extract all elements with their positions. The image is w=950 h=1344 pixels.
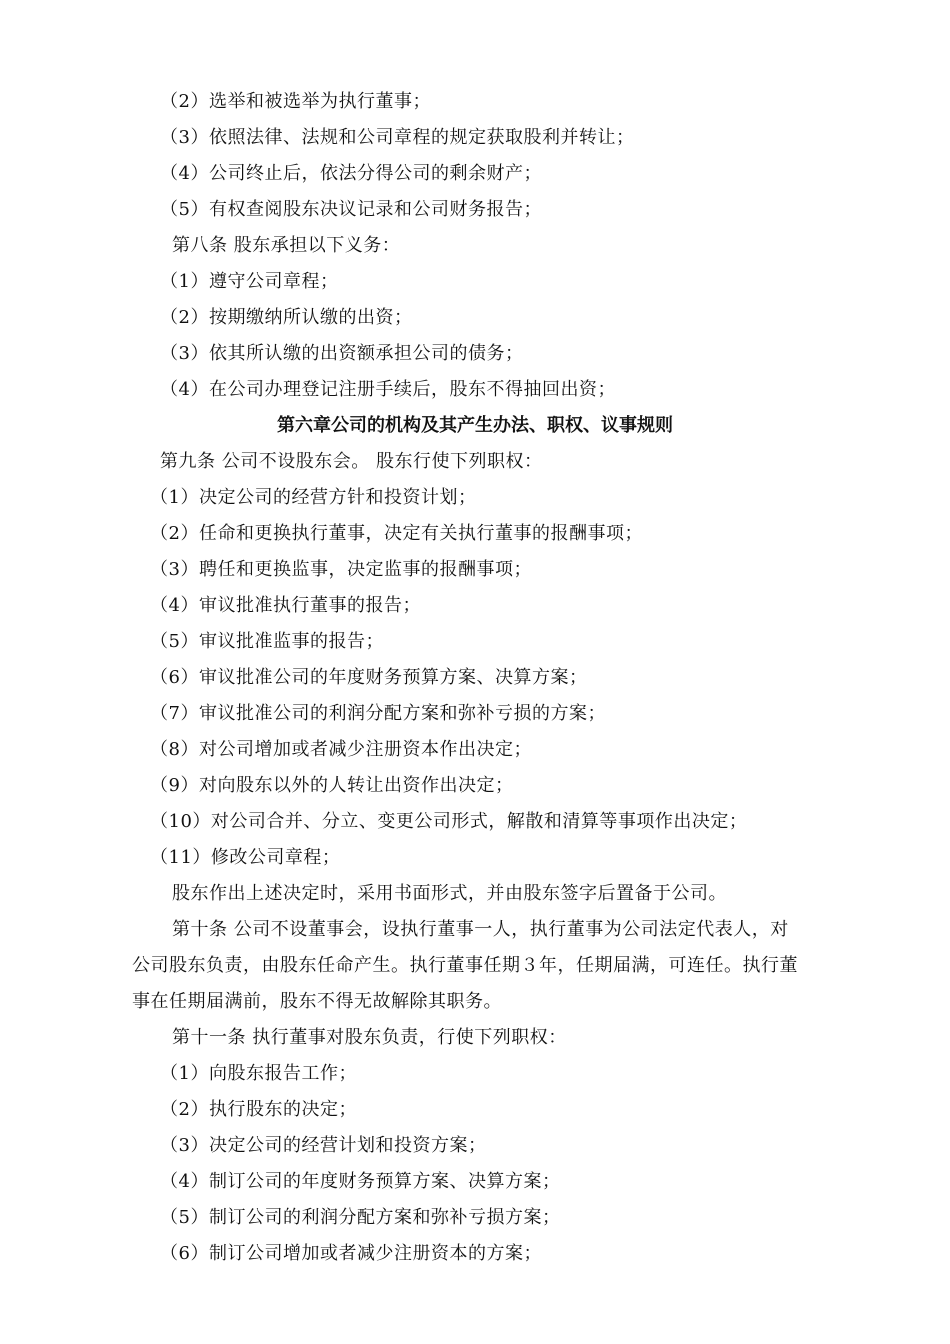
text-line: （2）按期缴纳所认缴的出资； [160, 307, 413, 328]
text-line: （6）制订公司增加或者减少注册资本的方案； [160, 1243, 542, 1264]
text-line: （4）在公司办理登记注册手续后，股东不得抽回出资； [160, 379, 616, 400]
article-9-title: 第九条 公司不设股东会。 股东行使下列职权： [160, 451, 543, 472]
text-line: （1）遵守公司章程； [160, 271, 339, 292]
text-line: （1）向股东报告工作； [160, 1063, 357, 1084]
article-10-line-1: 第十条 公司不设董事会，设执行董事一人，执行董事为公司法定代表人，对 [172, 919, 789, 940]
text-line: （2）选举和被选举为执行董事； [160, 91, 431, 112]
text-line: （2）任命和更换执行董事，决定有关执行董事的报酬事项； [150, 523, 643, 544]
text-line: （4）公司终止后，依法分得公司的剩余财产； [160, 163, 542, 184]
text-line: 股东作出上述决定时，采用书面形式，并由股东签字后置备于公司。 [172, 883, 727, 904]
text-line: （3）决定公司的经营计划和投资方案； [160, 1135, 487, 1156]
text-line: （7）审议批准公司的利润分配方案和弥补亏损的方案； [150, 703, 606, 724]
article-8-title: 第八条 股东承担以下义务： [172, 235, 401, 256]
text-line: （5）制订公司的利润分配方案和弥补亏损方案； [160, 1207, 561, 1228]
text-line: （5）有权查阅股东决议记录和公司财务报告； [160, 199, 542, 220]
text-line: （3）聘任和更换监事，决定监事的报酬事项； [150, 559, 532, 580]
text-line: （9）对向股东以外的人转让出资作出决定； [150, 775, 514, 796]
text-line: （5）审议批准监事的报告； [150, 631, 384, 652]
article-11-title: 第十一条 执行董事对股东负责，行使下列职权： [172, 1027, 567, 1048]
article-10-line-3: 事在任期届满前，股东不得无故解除其职务。 [132, 991, 502, 1012]
chapter-heading: 第六章公司的机构及其产生办法、职权、议事规则 [277, 415, 673, 436]
text-line: （4）制订公司的年度财务预算方案、决算方案； [160, 1171, 561, 1192]
text-line: （6）审议批准公司的年度财务预算方案、决算方案； [150, 667, 588, 688]
text-line: （1）决定公司的经营方针和投资计划； [150, 487, 477, 508]
article-10-line-2: 公司股东负责，由股东任命产生。执行董事任期３年，任期届满，可连任。执行董 [132, 955, 798, 976]
text-line: （2）执行股东的决定； [160, 1099, 357, 1120]
text-line: （11）修改公司章程； [150, 847, 341, 868]
text-line: （3）依其所认缴的出资额承担公司的债务； [160, 343, 524, 364]
text-line: （8）对公司增加或者减少注册资本作出决定； [150, 739, 532, 760]
text-line: （3）依照法律、法规和公司章程的规定获取股利并转让； [160, 127, 635, 148]
text-line: （4）审议批准执行董事的报告； [150, 595, 421, 616]
text-line: （10）对公司合并、分立、变更公司形式，解散和清算等事项作出决定； [150, 811, 748, 832]
